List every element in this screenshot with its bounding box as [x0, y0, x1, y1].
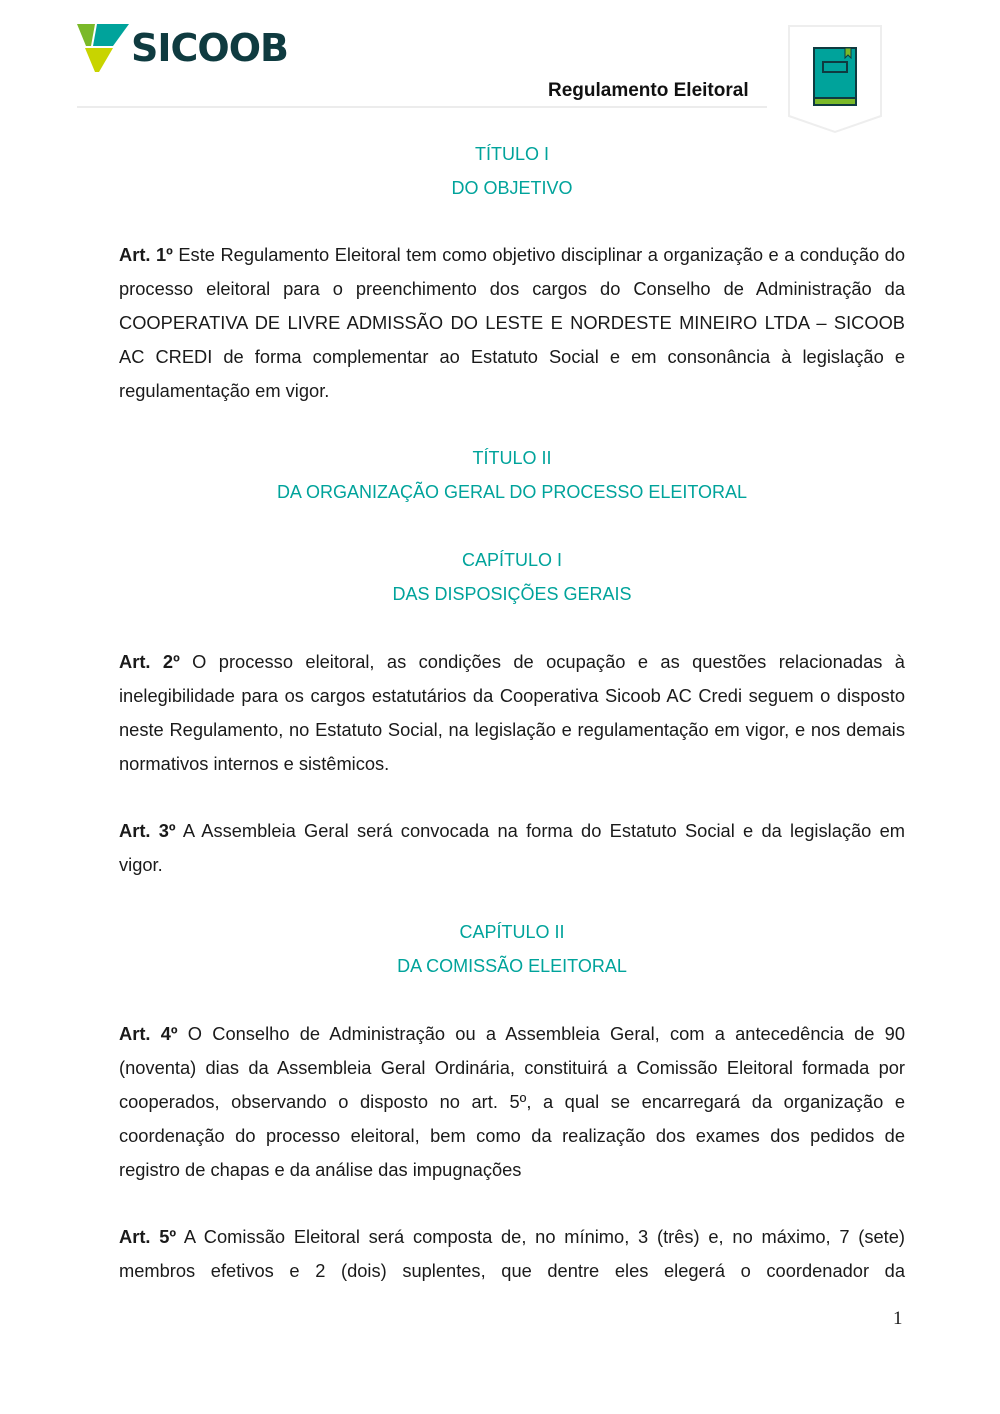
- header-divider: [77, 106, 767, 108]
- article-2: [119, 645, 905, 781]
- article-label: Art. 1º: [119, 244, 173, 265]
- article-text: A Assembleia Geral será convocada na forma do Estatuto Social e da legislação em vigor.: [119, 820, 905, 875]
- article-text: A Comissão Eleitoral será composta de, no mínimo, 3 (três) e, no máximo, 7 (sete) membros efetivos e 2 (dois) suplentes, que dentre eles elegerá o coordenador da: [119, 1226, 905, 1281]
- article-label: Art. 5º: [119, 1226, 177, 1247]
- heading-disposicoes-gerais: DAS DISPOSIÇÕES GERAIS: [392, 584, 632, 604]
- article-text: Este Regulamento Eleitoral tem como objetivo disciplinar a organização e a condução do processo eleitoral para o preenchimento dos cargos do Conselho de Administração da COOPERATIVA DE LIVRE ADMISSÃO DO LESTE E NORDESTE MINEIRO LTDA – SICOOB AC CREDI de forma complementar ao Estatuto Social e em consonância à legislação e regulamentação em vigor.: [119, 244, 905, 401]
- book-icon: [787, 24, 883, 134]
- article-text: O processo eleitoral, as condições de ocupação e as questões relacionadas à inelegibilidade para os cargos estatutários da Cooperativa Sicoob AC Credi seguem o disposto neste Regulamento, no Estatuto Social, na legislação e regulamentação em vigor, e nos demais normativos internos e sistêmicos.: [119, 651, 905, 774]
- article-label: Art. 4º: [119, 1023, 178, 1044]
- heading-comissao-eleitoral: DA COMISSÃO ELEITORAL: [397, 956, 627, 976]
- heading-capitulo-2: CAPÍTULO II: [459, 922, 565, 942]
- article-label: Art. 2º: [119, 651, 180, 672]
- heading-titulo-2: TÍTULO II: [472, 448, 552, 468]
- heading-titulo-1: TÍTULO I: [474, 144, 549, 164]
- article-text: O Conselho de Administração ou a Assembleia Geral, com a antecedência de 90 (noventa) dias da Assembleia Geral Ordinária, constituirá a Comissão Eleitoral formada por cooperados, observando o disposto no art. 5º, a qual se encarregará da organização e coordenação do processo eleitoral, bem como da realização dos exames dos pedidos de registro de chapas e da análise das impugnações: [119, 1023, 905, 1180]
- article-label: Art. 3º: [119, 820, 176, 841]
- article-4: [119, 1017, 905, 1187]
- article-5: [119, 1220, 905, 1288]
- article-1: [119, 238, 905, 408]
- heading-organizacao-geral: DA ORGANIZAÇÃO GERAL DO PROCESSO ELEITORAL: [276, 482, 748, 502]
- heading-capitulo-1: CAPÍTULO I: [461, 550, 563, 570]
- document-title: Regulamento Eleitoral: [548, 80, 749, 101]
- sicoob-logo: [77, 24, 288, 72]
- article-3: [119, 814, 905, 882]
- heading-do-objetivo: DO OBJETIVO: [451, 178, 573, 198]
- page-number: 1: [893, 1308, 903, 1329]
- sicoob-logo-icon: [77, 24, 129, 72]
- brand-name: SICOOB: [131, 26, 288, 70]
